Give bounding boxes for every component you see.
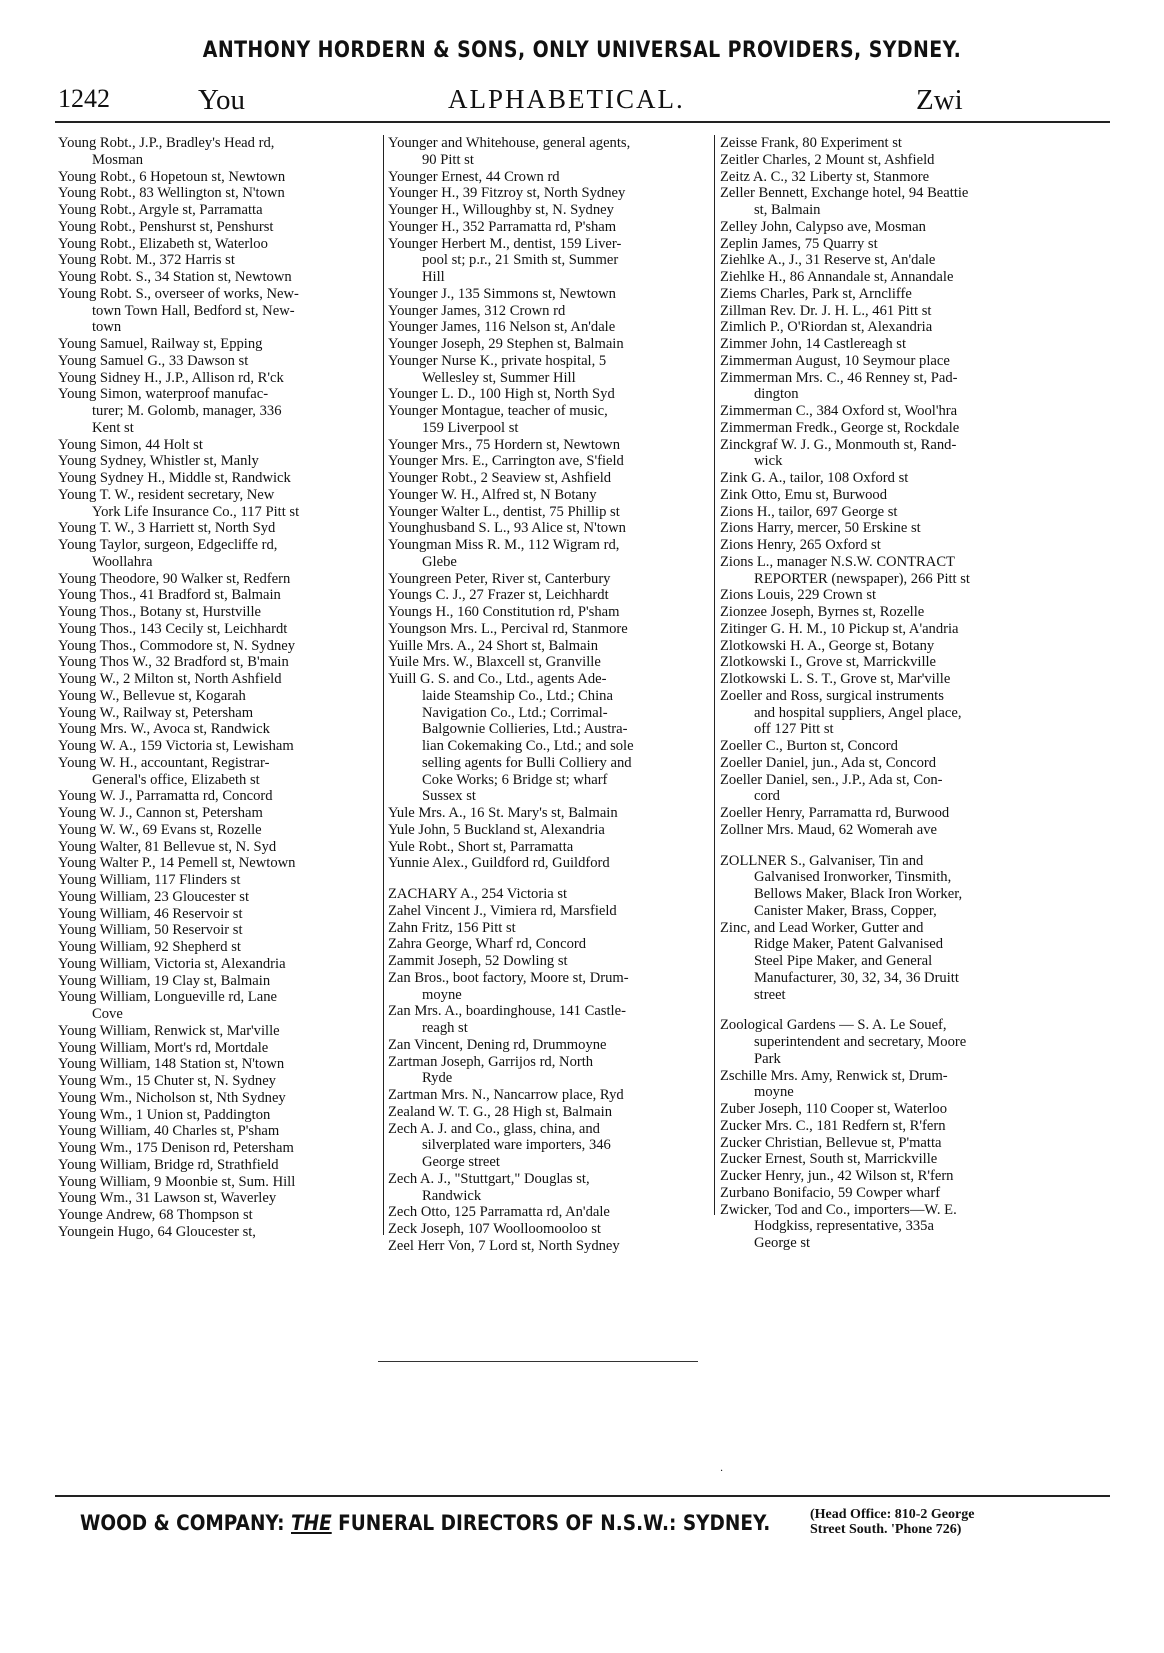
footer-emphasis: THE xyxy=(291,1511,332,1535)
directory-entry: Young Simon, waterproof manufac- xyxy=(58,386,269,403)
directory-entry: Young William, Bridge rd, Strathfield xyxy=(58,1156,279,1173)
directory-entry: Zimmerman Mrs. C., 46 Renney st, Pad- xyxy=(720,369,958,386)
directory-entry: Young Theodore, 90 Walker st, Redfern xyxy=(58,570,291,587)
directory-entry: Younger W. H., Alfred st, N Botany xyxy=(388,486,597,503)
directory-entry: Young W., Railway st, Petersham xyxy=(58,704,254,721)
directory-entry: Zucker Mrs. C., 181 Redfern st, R'fern xyxy=(720,1117,946,1134)
directory-entry: Zucker Christian, Bellevue st, P'matta xyxy=(720,1134,942,1151)
directory-entry: street xyxy=(754,986,786,1003)
directory-entry: Zelley John, Calypso ave, Mosman xyxy=(720,218,926,235)
directory-entry: Yuile Mrs. W., Blaxcell st, Granville xyxy=(388,654,601,671)
directory-entry: Hill xyxy=(422,269,445,285)
directory-entry: Zeitler Charles, 2 Mount st, Ashfield xyxy=(720,151,935,168)
directory-entry: Kent st xyxy=(92,419,134,436)
directory-entry: Park xyxy=(754,1050,781,1067)
directory-entry: Zahra George, Wharf rd, Concord xyxy=(388,936,587,953)
directory-entry: Young William, Longueville rd, Lane xyxy=(58,989,277,1006)
directory-entry: Younger James, 116 Nelson st, An'dale xyxy=(388,319,616,336)
directory-column-2 xyxy=(388,135,712,1255)
directory-entry: Young William, Victoria st, Alexandria xyxy=(58,955,286,972)
directory-entry: Young William, 40 Charles st, P'sham xyxy=(58,1123,280,1140)
directory-entry: Manufacturer, 30, 32, 34, 36 Druitt xyxy=(754,969,959,986)
directory-entry: Youngson Mrs. L., Percival rd, Stanmore xyxy=(388,620,628,637)
directory-entry: Younger Mrs., 75 Hordern st, Newtown xyxy=(388,436,621,453)
directory-entry: Young Wm., 175 Denison rd, Petersham xyxy=(58,1140,294,1156)
directory-entry: Zartman Mrs. N., Nancarrow place, Ryd xyxy=(388,1087,624,1103)
directory-entry: Young Walter P., 14 Pemell st, Newtown xyxy=(58,855,296,872)
directory-entry: Zucker Ernest, South st, Marrickville xyxy=(720,1151,938,1168)
directory-entry: Younge Andrew, 68 Thompson st xyxy=(58,1207,253,1223)
directory-entry: Zillman Rev. Dr. J. H. L., 461 Pitt st xyxy=(720,302,932,319)
guide-word-left: You xyxy=(198,84,246,116)
directory-entry: Zlotkowski I., Grove st, Marrickville xyxy=(720,654,937,671)
directory-entry: Zeel Herr Von, 7 Lord st, North Sydney xyxy=(388,1237,620,1254)
directory-entry: Youngs H., 160 Constitution rd, P'sham xyxy=(388,604,620,620)
directory-entry: Zionzee Joseph, Byrnes st, Rozelle xyxy=(720,604,925,620)
directory-entry: 159 Liverpool st xyxy=(422,419,519,436)
directory-entry: dington xyxy=(754,386,799,403)
directory-entry: Young Thos., Commodore st, N. Sydney xyxy=(58,637,296,654)
directory-entry: Young William, 148 Station st, N'town xyxy=(58,1056,285,1073)
directory-entry: Young W. W., 69 Evans st, Rozelle xyxy=(58,821,262,838)
directory-entry: Zollner Mrs. Maud, 62 Womerah ave xyxy=(720,821,938,838)
directory-entry: Zinckgraf W. J. G., Monmouth st, Rand- xyxy=(720,436,957,453)
directory-entry: Zeplin James, 75 Quarry st xyxy=(720,235,878,252)
directory-entry: Zimmer John, 14 Castlereagh st xyxy=(720,336,907,352)
footer-note-line-2: Street South. 'Phone 726) xyxy=(810,1522,962,1537)
directory-entry: Zions Harry, mercer, 50 Erskine st xyxy=(720,520,921,537)
directory-entry: Zeller Bennett, Exchange hotel, 94 Beattie xyxy=(720,185,969,202)
directory-entry: Younger H., Willoughby st, N. Sydney xyxy=(388,202,614,218)
directory-entry: Galvanised Ironworker, Tinsmith, xyxy=(754,869,952,886)
directory-entry: Zimlich P., O'Riordan st, Alexandria xyxy=(720,319,933,336)
directory-entry: Zoeller Daniel, sen., J.P., Ada st, Con- xyxy=(720,771,943,788)
directory-entry: Zwicker, Tod and Co., importers—W. E. xyxy=(720,1201,957,1218)
directory-column-1 xyxy=(58,135,380,1241)
directory-entry: Ziems Charles, Park st, Arncliffe xyxy=(720,285,912,302)
directory-entry: Young William, 50 Reservoir st xyxy=(58,922,243,939)
directory-entry: wick xyxy=(754,453,783,470)
directory-entry: Younghusband S. L., 93 Alice st, N'town xyxy=(388,520,626,537)
directory-entry: Canister Maker, Brass, Copper, xyxy=(754,902,937,919)
directory-entry: Randwick xyxy=(422,1187,482,1204)
directory-entry: Woollahra xyxy=(92,553,153,570)
directory-entry: Young W. A., 159 Victoria st, Lewisham xyxy=(58,738,294,754)
directory-entry: Cove xyxy=(92,1006,123,1022)
directory-entry: Balgownie Collieries, Ltd.; Austra- xyxy=(422,721,628,738)
directory-entry: Young Samuel G., 33 Dawson st xyxy=(58,352,249,369)
directory-entry: REPORTER (newspaper), 266 Pitt st xyxy=(754,570,970,587)
column-divider-1 xyxy=(383,135,384,1235)
directory-entry: Young Robt. S., overseer of works, New- xyxy=(58,285,299,302)
directory-entry: Younger Ernest, 44 Crown rd xyxy=(388,168,560,185)
directory-entry: cord xyxy=(754,788,780,805)
directory-entry: Young Robt., 6 Hopetoun st, Newtown xyxy=(58,168,286,185)
directory-entry: Young W., Bellevue st, Kogarah xyxy=(58,687,246,704)
directory-entry: Young T. W., resident secretary, New xyxy=(58,486,275,503)
header-rule xyxy=(55,121,1110,123)
directory-entry: Young William, 19 Clay st, Balmain xyxy=(58,972,271,989)
directory-entry: Ryde xyxy=(422,1070,453,1087)
directory-entry: Zan Mrs. A., boardinghouse, 141 Castle- xyxy=(388,1003,626,1020)
directory-entry: Ziehlke A., J., 31 Reserve st, An'dale xyxy=(720,252,936,269)
directory-entry: laide Steamship Co., Ltd.; China xyxy=(422,687,613,704)
directory-entry: Zions Louis, 229 Crown st xyxy=(720,587,877,604)
directory-entry: Young Thos., 41 Bradford st, Balmain xyxy=(58,587,281,604)
directory-entry: Zucker Henry, jun., 42 Wilson st, R'fern xyxy=(720,1168,954,1184)
directory-entry: Young Robt. M., 372 Harris st xyxy=(58,252,235,269)
directory-entry: Yule Robt., Short st, Parramatta xyxy=(388,838,574,855)
directory-entry: Zurbano Bonifacio, 59 Cowper wharf xyxy=(720,1184,941,1201)
directory-entry: Youngman Miss R. M., 112 Wigram rd, xyxy=(388,537,620,553)
directory-entry: Zech A. J. and Co., glass, china, and xyxy=(388,1120,600,1137)
end-of-list-rule xyxy=(378,1361,698,1362)
directory-entry: Younger L. D., 100 High st, North Syd xyxy=(388,386,615,403)
directory-entry: Yuille Mrs. A., 24 Short st, Balmain xyxy=(388,637,598,654)
directory-entry: Zahel Vincent J., Vimiera rd, Marsfield xyxy=(388,902,617,919)
directory-entry: Young Robt., 83 Wellington st, N'town xyxy=(58,185,285,202)
directory-entry: Zimmerman C., 384 Oxford st, Wool'hra xyxy=(720,403,958,419)
directory-entry: reagh st xyxy=(422,1020,468,1036)
directory-entry: Zealand W. T. G., 28 High st, Balmain xyxy=(388,1103,613,1120)
footer-rule xyxy=(55,1495,1110,1497)
directory-entry: Younger James, 312 Crown rd xyxy=(388,302,566,319)
directory-entry: Ziehlke H., 86 Annandale st, Annandale xyxy=(720,269,954,285)
directory-entry: Young T. W., 3 Harriett st, North Syd xyxy=(58,520,276,537)
directory-entry: Bellows Maker, Black Iron Worker, xyxy=(754,886,963,902)
directory-entry: Zinc, and Lead Worker, Gutter and xyxy=(720,919,924,936)
directory-entry: Youngein Hugo, 64 Gloucester st, xyxy=(58,1223,256,1240)
directory-entry: Young Sydney H., Middle st, Randwick xyxy=(58,470,291,486)
directory-entry: moyne xyxy=(754,1084,794,1101)
directory-entry: Zimmerman Fredk., George st, Rockdale xyxy=(720,419,960,436)
directory-entry: Young William, 23 Gloucester st xyxy=(58,888,250,905)
directory-entry: Younger and Whitehouse, general agents, xyxy=(388,135,631,151)
directory-entry: Young W. J., Parramatta rd, Concord xyxy=(58,788,273,805)
directory-entry: Zink Otto, Emu st, Burwood xyxy=(720,486,888,503)
directory-entry: Zions Henry, 265 Oxford st xyxy=(720,537,881,553)
footer-company: WOOD & COMPANY: xyxy=(80,1511,292,1535)
directory-entry: Steel Pipe Maker, and General xyxy=(754,953,933,969)
directory-entry: Youngs C. J., 27 Frazer st, Leichhardt xyxy=(388,587,609,604)
directory-entry: Yule John, 5 Buckland st, Alexandria xyxy=(388,821,605,838)
directory-entry: lian Cokemaking Co., Ltd.; and sole xyxy=(422,738,634,754)
directory-entry: Young W. H., accountant, Registrar- xyxy=(58,754,270,771)
directory-entry: town Town Hall, Bedford st, New- xyxy=(92,302,295,319)
directory-entry: Zions L., manager N.S.W. CONTRACT xyxy=(720,553,955,570)
directory-entry: Young Sydney, Whistler st, Manly xyxy=(58,453,259,470)
directory-entry: Zeitz A. C., 32 Liberty st, Stanmore xyxy=(720,168,930,185)
directory-entry: ZACHARY A., 254 Victoria st xyxy=(388,886,568,902)
directory-entry: Young Robt., Argyle st, Parramatta xyxy=(58,202,263,218)
directory-entry: Young William, Mort's rd, Mortdale xyxy=(58,1039,269,1056)
directory-entry: Young Walter, 81 Bellevue st, N. Syd xyxy=(58,838,277,855)
directory-entry: Younger Herbert M., dentist, 159 Liver- xyxy=(388,235,622,252)
directory-entry: Zions H., tailor, 697 George st xyxy=(720,503,898,520)
footer-note-line-1: (Head Office: 810-2 George xyxy=(810,1507,975,1522)
directory-entry: st, Balmain xyxy=(754,202,821,218)
directory-entry: Zoeller Daniel, jun., Ada st, Concord xyxy=(720,754,937,771)
directory-entry: silverplated ware importers, 346 xyxy=(422,1137,611,1154)
directory-entry: Zlotkowski L. S. T., Grove st, Mar'ville xyxy=(720,671,951,687)
directory-entry: Zammit Joseph, 52 Dowling st xyxy=(388,953,568,969)
directory-entry: Ridge Maker, Patent Galvanised xyxy=(754,936,944,953)
directory-entry: Younger H., 352 Parramatta rd, P'sham xyxy=(388,218,617,235)
directory-entry: Younger Walter L., dentist, 75 Phillip st xyxy=(388,503,620,520)
page-number: 1242 xyxy=(58,84,110,113)
directory-entry: Zink G. A., tailor, 108 Oxford st xyxy=(720,470,909,486)
directory-entry: moyne xyxy=(422,986,462,1003)
directory-entry: Zartman Joseph, Garrijos rd, North xyxy=(388,1053,594,1070)
directory-entry: Zeisse Frank, 80 Experiment st xyxy=(720,135,902,151)
directory-entry: Navigation Co., Ltd.; Corrimal- xyxy=(422,704,608,721)
directory-entry: George st xyxy=(754,1235,811,1251)
directory-entry: Zlotkowski H. A., George st, Botany xyxy=(720,637,935,654)
guide-word-right: Zwi xyxy=(916,84,963,116)
directory-entry: Zoeller Henry, Parramatta rd, Burwood xyxy=(720,805,950,821)
section-title: ALPHABETICAL. xyxy=(448,84,685,114)
directory-entry: General's office, Elizabeth st xyxy=(92,771,260,788)
directory-entry: Younger Robt., 2 Seaview st, Ashfield xyxy=(388,470,612,486)
footer-address-note xyxy=(810,1507,974,1537)
directory-entry: Sussex st xyxy=(422,788,476,805)
directory-entry: Young Robt., Penshurst st, Penshurst xyxy=(58,218,274,235)
directory-entry: Young Sidney H., J.P., Allison rd, R'ck xyxy=(58,369,284,386)
directory-entry: Zoeller C., Burton st, Concord xyxy=(720,738,898,754)
directory-entry: Young William, 117 Flinders st xyxy=(58,872,241,888)
directory-entry: Zech Otto, 125 Parramatta rd, An'dale xyxy=(388,1204,610,1221)
directory-entry: Young Simon, 44 Holt st xyxy=(58,436,203,453)
directory-entry: Young Thos., Botany st, Hurstville xyxy=(58,604,261,620)
directory-entry: Young W., 2 Milton st, North Ashfield xyxy=(58,671,282,687)
directory-entry: off 127 Pitt st xyxy=(754,721,834,738)
directory-entry: Yule Mrs. A., 16 St. Mary's st, Balmain xyxy=(388,805,618,821)
directory-entry: Younger Mrs. E., Carrington ave, S'field xyxy=(388,453,624,470)
directory-entry: Young Wm., 15 Chuter st, N. Sydney xyxy=(58,1073,276,1089)
directory-entry: Zitinger G. H. M., 10 Pickup st, A'andria xyxy=(720,620,959,637)
column-divider-2 xyxy=(714,135,715,1215)
advertisement-footer xyxy=(80,1505,1110,1545)
directory-entry: Zimmerman August, 10 Seymour place xyxy=(720,352,950,369)
footer-advert xyxy=(80,1511,770,1535)
directory-entry: Young Wm., Nicholson st, Nth Sydney xyxy=(58,1089,286,1106)
directory-entry: Zech A. J., "Stuttgart," Douglas st, xyxy=(388,1170,590,1187)
page-heading xyxy=(58,84,1108,120)
directory-entry: pool st; p.r., 21 Smith st, Summer xyxy=(422,252,619,269)
directory-entry: Mosman xyxy=(92,151,144,168)
directory-entry: Zschille Mrs. Amy, Renwick st, Drum- xyxy=(720,1067,948,1084)
directory-entry: Hodgkiss, representative, 335a xyxy=(754,1218,934,1235)
directory-entry: Younger Montague, teacher of music, xyxy=(388,403,608,419)
directory-entry: and hospital suppliers, Angel place, xyxy=(754,704,962,721)
directory-entry: Coke Works; 6 Bridge st; wharf xyxy=(422,771,608,788)
directory-entry: Youngreen Peter, River st, Canterbury xyxy=(388,570,611,587)
directory-entry: Glebe xyxy=(422,553,457,570)
directory-entry: Young William, 92 Shepherd st xyxy=(58,939,241,955)
directory-entry: Young Robt., J.P., Bradley's Head rd, xyxy=(58,135,275,151)
directory-entry: Zoeller and Ross, surgical instruments xyxy=(720,687,944,704)
directory-entry: Yuill G. S. and Co., Ltd., agents Ade- xyxy=(388,671,607,687)
directory-entry: Young Robt. S., 34 Station st, Newtown xyxy=(58,269,292,285)
directory-entry: town xyxy=(92,319,122,336)
directory-entry: 90 Pitt st xyxy=(422,151,474,168)
directory-entry: Zuber Joseph, 110 Cooper st, Waterloo xyxy=(720,1101,948,1117)
directory-entry: Young W. J., Cannon st, Petersham xyxy=(58,805,263,821)
print-mark: · xyxy=(720,1466,724,1477)
directory-entry: Young Samuel, Railway st, Epping xyxy=(58,336,263,352)
directory-entry: Young Taylor, surgeon, Edgecliffe rd, xyxy=(58,537,278,553)
directory-entry: Zoological Gardens — S. A. Le Souef, xyxy=(720,1017,947,1034)
directory-entry: Zeck Joseph, 107 Woolloomooloo st xyxy=(388,1221,601,1237)
directory-entry: Wellesley st, Summer Hill xyxy=(422,369,576,386)
directory-entry: Young William, 46 Reservoir st xyxy=(58,905,243,922)
directory-entry: Zahn Fritz, 156 Pitt st xyxy=(388,919,516,936)
directory-entry: Young Mrs. W., Avoca st, Randwick xyxy=(58,721,270,738)
directory-entry: Yunnie Alex., Guildford rd, Guildford xyxy=(388,855,610,872)
directory-entry: Young Thos., 143 Cecily st, Leichhardt xyxy=(58,620,288,637)
footer-tagline: FUNERAL DIRECTORS OF N.S.W.: SYDNEY. xyxy=(331,1511,771,1535)
directory-entry: Younger Nurse K., private hospital, 5 xyxy=(388,352,607,369)
directory-entry: Zan Vincent, Dening rd, Drummoyne xyxy=(388,1036,607,1053)
directory-entry: selling agents for Bulli Colliery and xyxy=(422,754,632,771)
publisher-banner: ANTHONY HORDERN & SONS, ONLY UNIVERSAL PROVIDERS, SYDNEY. xyxy=(202,38,962,63)
directory-entry: Younger J., 135 Simmons st, Newtown xyxy=(388,285,616,302)
directory-entry: York Life Insurance Co., 117 Pitt st xyxy=(92,503,300,520)
directory-entry: Young Robt., Elizabeth st, Waterloo xyxy=(58,235,268,252)
directory-entry: turer; M. Golomb, manager, 336 xyxy=(92,403,282,419)
directory-entry: Zan Bros., boot factory, Moore st, Drum- xyxy=(388,969,629,986)
directory-entry: Young William, 9 Moonbie st, Sum. Hill xyxy=(58,1173,296,1190)
directory-entry: superintendent and secretary, Moore xyxy=(754,1034,967,1050)
directory-entry: Young Thos W., 32 Bradford st, B'main xyxy=(58,654,289,671)
directory-entry: Younger Joseph, 29 Stephen st, Balmain xyxy=(388,336,624,352)
directory-column-3 xyxy=(720,135,1046,1252)
directory-entry: George street xyxy=(422,1154,500,1170)
directory-entry: Younger H., 39 Fitzroy st, North Sydney xyxy=(388,185,626,202)
directory-entry: Young Wm., 1 Union st, Paddington xyxy=(58,1106,271,1123)
directory-entry: Young Wm., 31 Lawson st, Waverley xyxy=(58,1190,277,1207)
directory-entry: ZOLLNER S., Galvaniser, Tin and xyxy=(720,852,924,869)
directory-entry: Young William, Renwick st, Mar'ville xyxy=(58,1022,280,1039)
